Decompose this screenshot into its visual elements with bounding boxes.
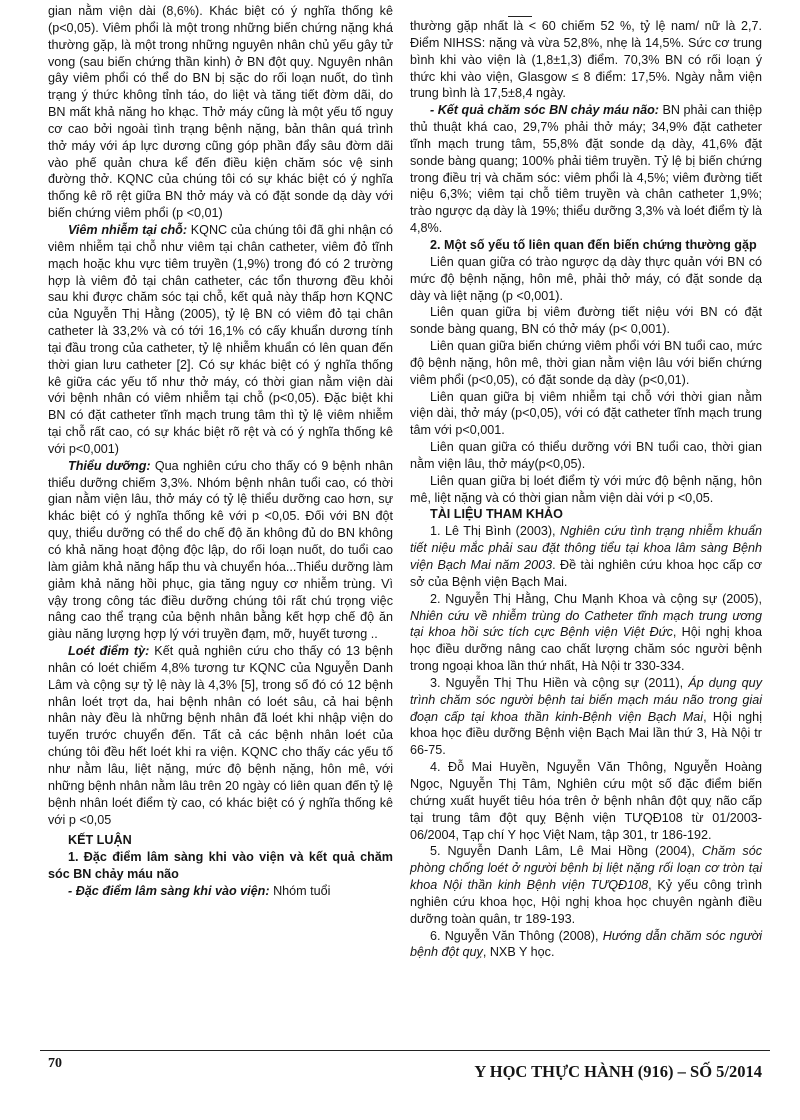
paragraph-local-infection [48, 222, 393, 458]
section-heading-conclusion: KẾT LUẬN [68, 833, 132, 848]
paragraph-text: Nhóm tuổi [269, 883, 331, 898]
paragraph-clinical-continued: thường gặp nhất là < 60 chiếm 52 %, tỷ lệ nam/ nữ là 2,7. Điểm NIHSS: nặng và vừa 52,8%, nhẹ là 14,5%. Sức cơ trung bình khi vào viện là (1,8±1,3) điểm. 70,3% BN có rối loạn ý thức khi vào viện, Glasgow ≤ 8 điểm: 17,5%. Ngày nằm viện trung bình là 17,5±8,4 ngày. [410, 19, 762, 101]
right-column [410, 18, 762, 961]
reference-item [410, 928, 762, 962]
subsection-heading-2: 2. Một số yếu tố liên quan đến biến chứng thường gặp [430, 237, 757, 252]
footer-rule [40, 1050, 770, 1051]
section-heading-references: TÀI LIỆU THAM KHẢO [430, 507, 563, 522]
column-top-rule [508, 16, 532, 17]
paragraph-text: Kết quả nghiên cứu cho thấy có 13 bệnh nhân có loét chiếm 4,8% tương tư KQNC của Nguyễn Danh Lâm và cộng sự tỷ lệ này là 4,3% [5], trong số đó có 12 bệnh nhân loét trợt da, hai bệnh nhân có loét sâu, cả hai bệnh nhân này đều là những bệnh nhân đã loét khi nhập viện do tuyến trước chuyển đến. Tất cả các bệnh nhân loét của chúng tôi đều hết loét khi ra viện. KQNC cho thấy các yếu tố như nằm lâu, liệt nặng, mức độ bệnh nặng, hôn mê, với những bệnh nhân nằm lâu trên 20 ngày có liên quan đến tỷ lệ bệnh nhân loét điểm tỳ cao, có khác biệt có ý nghĩa thống kê với p <0,05 [48, 644, 394, 827]
reference-title: Hướng dẫn chăm sóc người bệnh đột quỵ [410, 928, 763, 960]
reference-source: , NXB Y học. [482, 945, 555, 960]
paragraph-relation: Liên quan giữa bị viêm nhiễm tại chỗ với thời gian nằm viện dài, thở máy (p<0,05), với có đặt catheter tĩnh mạch trung tâm với p<0,001. [410, 389, 762, 438]
reference-title: Áp dụng quy trình chăm sóc người bệnh tai biến mạch máu não trong giai đoạn cấp tại khoa thần kinh-Bệnh viện Bạch Mai [410, 675, 762, 724]
reference-authors: 4. Đỗ Mai Huyền, Nguyễn Văn Thông, Nguyễn Hoàng Ngọc, Nguyễn Thị Tâm, Nghiên cứu một số đặc điểm biến chứng xuất huyết tiêu hóa trên ở bệnh nhân đột quỵ não cấp tại trung tâm đột quỵ Bệnh viện TƯQĐ108 từ 01/2003-06/2004, Tạp chí Y học Việt Nam, tập 301, tr 186-192. [410, 760, 762, 842]
paragraph-clinical-features [48, 883, 393, 900]
reference-authors: 6. Nguyễn Văn Thông (2008), [430, 928, 603, 943]
run-in-heading: - Đặc điểm lâm sàng khi vào viện: [68, 883, 270, 898]
paragraph-pressure-ulcer [48, 643, 393, 828]
run-in-heading: Viêm nhiễm tại chỗ: [68, 222, 188, 237]
reference-title: Chăm sóc phòng chống loét ở người bệnh bị liệt nặng rối loạn cơ tròn tại khoa Nội thần kinh Bệnh viện TƯQĐ108 [410, 844, 762, 893]
reference-authors: 5. Nguyễn Danh Lâm, Lê Mai Hồng (2004), [430, 844, 702, 859]
subsection-heading-1: 1. Đặc điểm lâm sàng khi vào viện và kết quả chăm sóc BN chảy máu não [48, 850, 393, 882]
paragraph-text: BN phải can thiệp thủ thuật khá cao, 29,7% phải thở máy; 34,9% đặt catheter tĩnh mạch trung tâm, 55,8% đặt sonde dạ dày, 41,6% đặt sonde bàng quang; 100% phải tiêm truyền. Tỷ lệ bị biến chứng trong điều trị và chăm sóc: viêm phổi là 4,5%; viêm đường tiết niệu 6,3%; viêm tại chỗ tiêm truyền và chân catheter 1,9%; trào ngược dạ dày là 19%; thiểu dưỡng 3,3% và loét điểm tỳ là 4,8%. [410, 103, 762, 236]
reference-item [410, 591, 762, 675]
reference-title: Nghiên cứu tình trạng nhiễm khuẩn tiết niệu mắc phải sau đặt thông tiểu tại khoa lâm sàng Bệnh viện Bạch Mai năm 2003 [410, 524, 762, 572]
reference-authors: 2. Nguyễn Thị Hằng, Chu Mạnh Khoa và cộng sự (2005), [430, 591, 762, 606]
reference-item [410, 843, 762, 927]
reference-item [410, 675, 762, 759]
journal-title: Y HỌC THỰC HÀNH (916) – SỐ 5/2014 [474, 1062, 762, 1081]
paragraph-relation: Liên quan giữa biến chứng viêm phổi với BN tuổi cao, mức độ bệnh nặng, hôn mê, thời gian nằm viện lâu với biến chứng viêm phổi (p<0,05), có đặt sonde dạ dày (p<0,01). [410, 339, 762, 387]
run-in-heading: - Kết quả chăm sóc BN chảy máu não: [430, 103, 659, 118]
reference-source: , Hội nghị khoa học điều dưỡng nâng cao chất lượng chăm sóc người bệnh trong ngoại khoa lần thứ nhất, Hà Nội tr 330-334. [410, 625, 762, 674]
run-in-heading: Thiểu dưỡng: [68, 458, 151, 473]
reference-title: Nhiên cứu về nhiễm trùng do Catheter tĩnh mạch trung ương tại khoa hồi sức tích cực Bệnh viện Việt Đức [410, 608, 762, 640]
page-number: 70 [48, 1056, 62, 1071]
paragraph-relation: Liên quan giữa bị loét điểm tỳ với mức độ bệnh nặng, hôn mê, liệt nặng và có thời gian nằm viện dài với p <0,05. [410, 473, 762, 505]
reference-item [410, 759, 762, 843]
paragraph-relation: Liên quan giữa bị viêm đường tiết niệu với BN có đặt sonde bàng quang, BN có thở máy (p< 0,001). [410, 305, 762, 337]
paragraph-text: Qua nghiên cứu cho thấy có 9 bệnh nhân thiểu dưỡng chiếm 3,3%. Nhóm bệnh nhân tuổi cao, có thời gian nằm viện lâu, thở máy có tỷ lệ thiểu dưỡng cao hơn, sự khác biệt có ý nghĩa thống kê với p <0,05. Đối với BN đột quỵ, thiểu dưỡng có thể do chế độ ăn không đủ do BN không có khả năng hoạt động độc lập, do rối loạn nuốt, do tuổi cao làm giảm khả năng hấp thu và chuyển hóa...Thiểu dưỡng làm giảm khả năng hồi phục, gia tăng nguy cơ nhiễm trùng. Vì vậy trong công tác điều dưỡng chúng tôi rất chú trọng việc nâng cao thể trạng của bệnh nhân bằng kết hợp chế độ ăn giàu năng lượng hợp lý với truyền đạm, mỡ, huyết tương .. [48, 458, 393, 642]
paragraph-relation: Liên quan giữa có trào ngược dạ dày thực quản với BN có mức độ bệnh nặng, hôn mê, phải thở máy, có đặt sonde dạ dày và liệt nặng (p <0,001). [410, 254, 762, 303]
reference-authors: 3. Nguyễn Thị Thu Hiền và cộng sự (2011), [430, 675, 689, 690]
reference-source: , Kỷ yếu công trình nghiên cứu khoa học, Hội nghị khoa học chuyên ngành điều dưỡng toàn quân, tr 189-193. [410, 878, 762, 926]
reference-source: , Hội nghị khoa học điều dưỡng Bệnh viện Bạch Mai lần thứ 3, Hà Nội tr 66-75. [410, 709, 762, 758]
reference-authors: 1. Lê Thị Bình (2003), [430, 524, 561, 539]
reference-list [410, 523, 762, 961]
paragraph-relation: Liên quan giữa có thiểu dưỡng với BN tuổi cao, thời gian nằm viện lâu, thở máy(p<0,05). [410, 440, 762, 471]
reference-item [410, 523, 762, 590]
run-in-heading: Loét điểm tỳ: [68, 644, 150, 659]
paragraph-pneumonia: gian nằm viện dài (8,6%). Khác biệt có ý nghĩa thống kê (p<0,05). Viêm phổi là một trong những biến chứng nặng khá thường gặp, là một trong những nguyên nhân chủ yếu gây tử vong (sau biến chứng thần kinh) ở BN đột quỵ. Nguyên nhân gây viêm phổi có thể do BN bị sặc do rối loạn nuốt, do tình trạng ý thức không tỉnh táo, do liệt và tăng tiết đờm dãi, do BN mất khả năng ho khạc. Thở máy cũng là một yếu tố nguy cơ cao bởi ngoài tình trạng bệnh nặng, bản thân quá trình thở máy với áp lực dương cũng góp phần đẩy sâu đờm dãi vào phế quản chưa kể đến điều kiện chăm sóc vệ sinh đường thở. KQNC của chúng tôi có sự khác biệt có ý nghĩa thống kê rõ rệt giữa BN thở máy và có đặt sonde dạ dày với biến chứng viêm phổi (p <0,01) [48, 4, 393, 221]
left-column [48, 3, 393, 900]
reference-source: . Đề tài nghiên cứu khoa học cấp cơ sở của Bệnh viện Bạch Mai. [410, 558, 762, 589]
paragraph-text: KQNC của chúng tôi đã ghi nhận có viêm nhiễm tại chỗ như viêm tại chân catheter, viêm đỏ tĩnh mạch hoặc khu vực tiêm truyền (1,9%) trong đó có 2 trường hợp là viêm đỏ tại chân catheter, các tổn thương đều khỏi sau khi được chăm sóc tại chỗ, kết quả này thấp hơn KQNC của Nguyễn Thị Hằng (2005), tỷ lệ BN có viêm đỏ tại chân catheter là 33,2% và có tới 16,1% có cấy khuẩn dương tính tại đầu trong của catheter, tỷ lệ nhiễm khuẩn có lên quan đến thời gian lưu catheter [2]. Có sự khác biệt có ý nghĩa thống kê giữa các yếu tố như thở máy, có thời gian nằm viện dài với bệnh nhân có viêm nhiễm tại chỗ (p<0,05). Đặc biệt khi BN có đặt catheter tĩnh mạch trung tâm thì tỷ lệ viêm nhiễm tại chỗ rất cao, có sự khác biệt rõ rệt và có ý nghĩa thống kê với p<0,001) [48, 222, 393, 456]
paragraph-malnutrition [48, 458, 393, 643]
paragraph-care-results [410, 102, 762, 237]
